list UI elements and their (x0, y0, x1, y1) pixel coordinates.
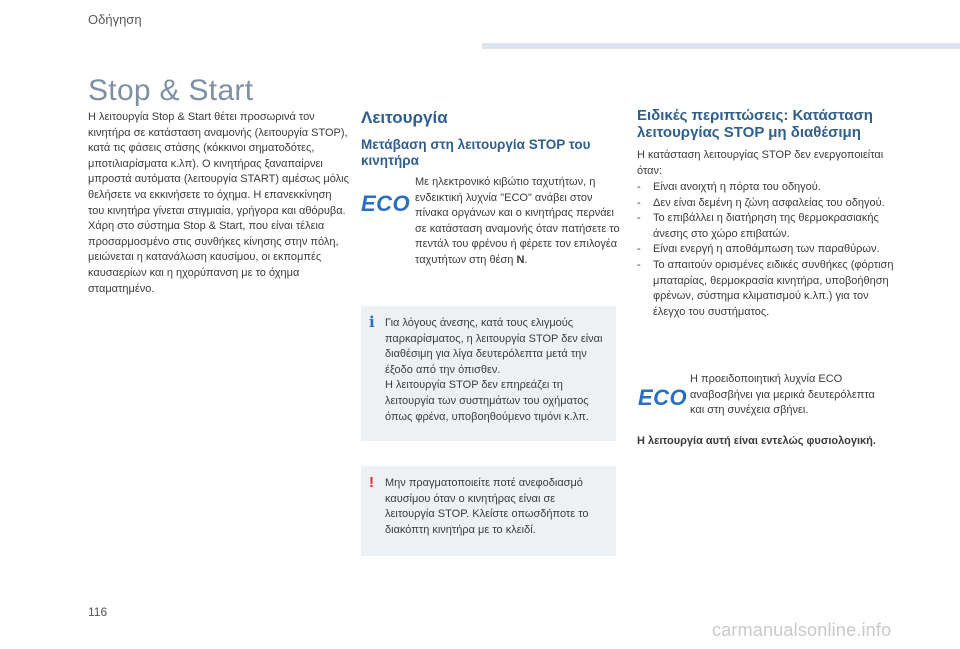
header-bar (482, 43, 960, 49)
watermark: carmanualsonline.info (712, 620, 892, 640)
eco-indicator-icon: ECO (361, 191, 411, 216)
section-header: Οδήγηση (88, 12, 142, 27)
eco-description-text: Με ηλεκτρονικό κιβώτιο ταχυτήτων, η ενδεικτική λυχνία "ECO" ανάβει στον πίνακα οργάνων και ο κινητήρας περνάει σε κατάσταση αναμονής όταν πατήσετε το πεντάλ του φρένου ή φέρετε τον επιλογέα ταχυτήτων στη θέση (415, 176, 620, 266)
operation-heading: Λειτουργία (361, 108, 448, 127)
intro-paragraph-1: Η λειτουργία Stop & Start θέτει προσωρινά τον κινητήρα σε κατάσταση αναμονής (λειτουργία STOP), κατά τις φάσεις στάσης (κόκκινοι σηματοδότες, μποτιλιαρίσματα κ.λπ). Ο κινητήρας ξαναπαίρνει μπροστά αυτόματα (λειτουργία START) αμέσως μόλις θελήσετε να εκκινήσετε το όχημα. Η επανεκκίνηση του κινητήρα γίνεται στιγμιαία, γρήγορα και αθόρυβα. (88, 111, 349, 217)
list-item: - Το απαιτούν ορισμένες ειδικές συνθήκες (φόρτιση μπαταρίας, θερμοκρασία κινητήρα, υποβοήθηση φρένων, σύστημα κλιματισμού κ.λπ.) για τον έλεγχο του συστήματος. (637, 258, 897, 320)
eco-warning-text: Η προειδοποιητική λυχνία ECO αναβοσβήνει για μερικά δευτερόλεπτα και στη συνέχεια σβήνει. (690, 373, 875, 417)
page-number: 116 (88, 605, 108, 619)
special-cases-heading: Ειδικές περιπτώσεις: Κατάσταση λειτουργίας STOP μη διαθέσιμη (637, 107, 873, 141)
special-cases-intro: Η κατάσταση λειτουργίας STOP δεν ενεργοποιείται όταν: (637, 149, 884, 177)
eco-description-end: . (524, 253, 528, 266)
page-title: Stop & Start (88, 74, 254, 107)
conditions-list (637, 180, 897, 320)
eco-warning-icon: ECO (638, 385, 688, 410)
final-note: Η λειτουργία αυτή είναι εντελώς φυσιολογική. (637, 435, 876, 447)
stop-mode-subheading: Μετάβαση στη λειτουργία STOP του κινητήρα (361, 137, 591, 168)
info-text-1: Για λόγους άνεσης, κατά τους ελιγμούς παρκαρίσματος, η λειτουργία STOP δεν είναι διαθέσιμη για λίγα δευτερόλεπτα μετά την έξοδο από την όπισθεν. (385, 317, 603, 376)
eco-description (415, 175, 625, 269)
info-box (361, 306, 616, 441)
gear-position-n: N (516, 253, 525, 266)
list-item: - Είναι ενεργή η αποθάμπωση των παραθύρων. (637, 242, 897, 258)
list-item: - Το επιβάλλει η διατήρηση της θερμοκρασιακής άνεσης στο χώρο επιβατών. (637, 211, 897, 242)
warning-icon: ! (369, 474, 374, 491)
warning-box (361, 466, 616, 556)
list-item: - Είναι ανοιχτή η πόρτα του οδηγού. (637, 180, 897, 196)
list-item: - Δεν είναι δεμένη η ζώνη ασφαλείας του οδηγού. (637, 196, 897, 212)
intro-paragraph-2: Χάρη στο σύστημα Stop & Start, που είναι τέλεια προσαρμοσμένο στις συνθήκες κίνησης στην πόλη, μειώνεται η κατανάλωση καυσίμου, οι εκπομπές καυσαερίων και η ηχορύπανση με το όχημα σταματημένο. (88, 220, 339, 295)
info-text-2: Η λειτουργία STOP δεν επηρεάζει τη λειτουργία των συστημάτων του οχήματος όπως φρένα, υποβοηθούμενο τιμόνι κ.λπ. (385, 379, 589, 423)
info-icon: i (369, 313, 375, 331)
warning-text: Μην πραγματοποιείτε ποτέ ανεφοδιασμό καυσίμου όταν ο κινητήρας είναι σε λειτουργία STOP. Κλείστε οπωσδήποτε το διακόπτη κινητήρα με το κλειδί. (385, 477, 589, 536)
intro-text (88, 110, 350, 297)
